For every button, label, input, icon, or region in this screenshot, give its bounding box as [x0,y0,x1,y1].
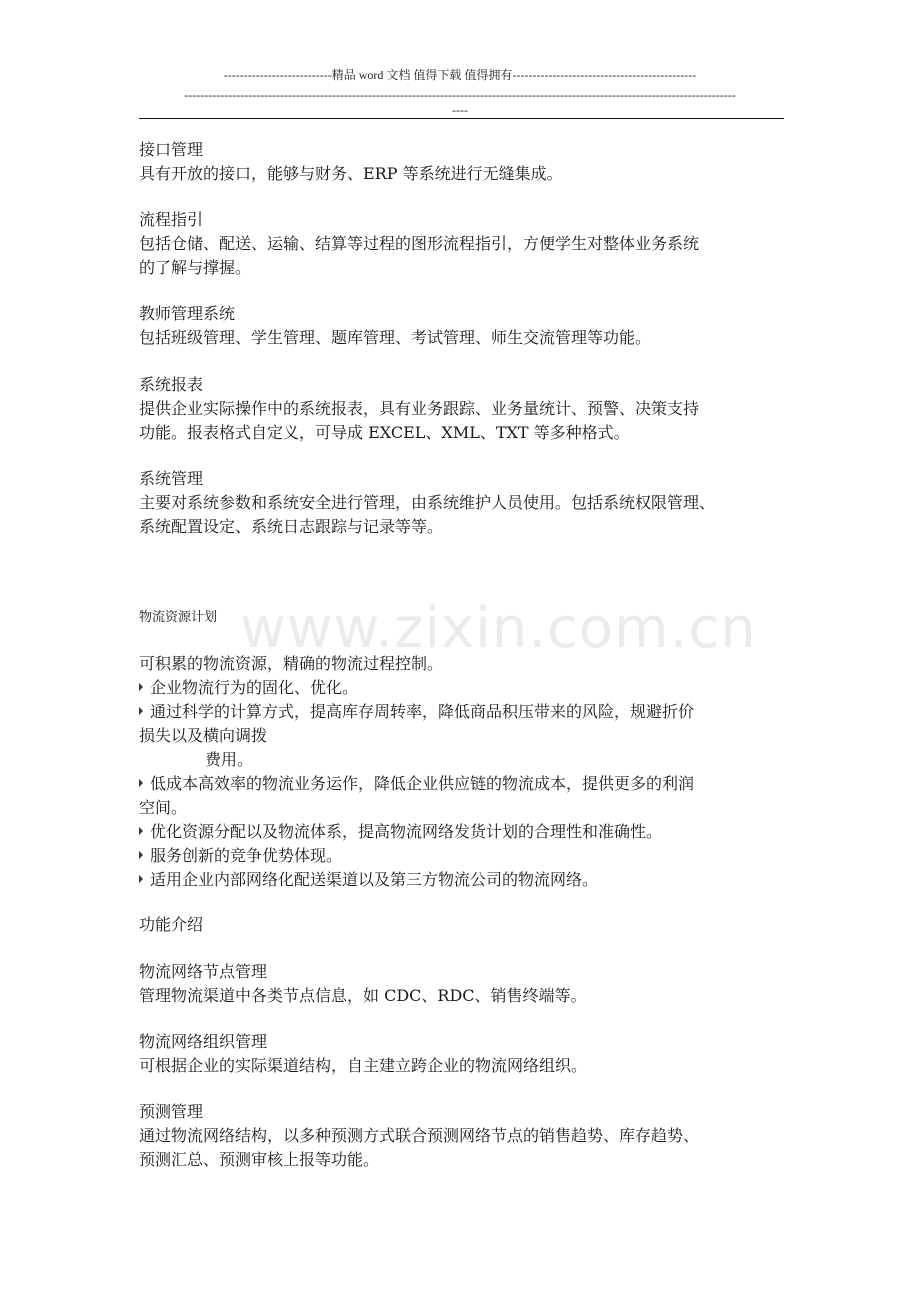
bullet-text: 服务创新的竞争优势体现。 [150,846,343,865]
plan-subtitle: 物流资源计划 [139,610,218,625]
bullet-continuation: 损失以及横向调拨 [139,726,268,745]
bullet-text: 适用企业内部网络化配送渠道以及第三方物流公司的物流网络。 [150,870,599,889]
bullet-item [139,772,789,796]
feature-text: 预测汇总、预测审核上报等功能。 [139,1150,380,1169]
bullet-text: 低成本高效率的物流业务运作，降低企业供应链的物流成本，提供更多的利润 [150,774,695,793]
section-title: 流程指引 [139,210,204,229]
feature-text: 通过物流网络结构，以多种预测方式联合预测网络节点的销售趋势、库存趋势、 [139,1126,700,1145]
section-text: 提供企业实际操作中的系统报表，具有业务跟踪、业务量统计、预警、决策支持 [139,399,700,418]
bullet-item [139,820,789,844]
header-dash-line: ------------------------------------------------------------------------------------------------------------------------------------------ [184,88,736,102]
section-title: 系统报表 [139,375,204,394]
section-text: 系统配置设定、系统日志跟踪与记录等等。 [139,517,444,536]
feature-text: 可根据企业的实际渠道结构，自主建立跨企业的物流网络组织。 [139,1056,588,1075]
bullet-item [139,700,789,724]
bullet-arrow-icon [139,683,143,691]
section-title: 教师管理系统 [139,304,236,323]
bullet-arrow-icon [139,851,143,859]
header-banner: ---------------------------精品 word 文档 值得下载 值得拥有---------------------------------------------- [223,68,697,82]
feature-title: 物流网络节点管理 [139,962,268,981]
bullet-arrow-icon [139,707,143,715]
section-text: 功能。报表格式自定义，可导成 EXCEL、XML、TXT 等多种格式。 [139,423,630,442]
section-text: 主要对系统参数和系统安全进行管理，由系统维护人员使用。包括系统权限管理、 [139,493,716,512]
bullet-text: 通过科学的计算方式，提高库存周转率，降低商品积压带来的风险，规避折价 [150,702,695,721]
section-title: 接口管理 [139,140,204,159]
header-dash-tail: ---- [452,103,468,117]
section-text: 包括班级管理、学生管理、题库管理、考试管理、师生交流管理等功能。 [139,328,652,347]
feature-title: 预测管理 [139,1102,204,1121]
bullet-text: 企业物流行为的固化、优化。 [150,678,359,697]
bullet-continuation: 空间。 [139,798,188,817]
bullet-arrow-icon [139,827,143,835]
section-text: 的了解与撑握。 [139,258,252,277]
section-text: 具有开放的接口，能够与财务、ERP 等系统进行无缝集成。 [139,164,563,183]
bullet-item [139,844,789,868]
bullet-item [139,868,789,892]
plan-intro: 可积累的物流资源，精确的物流过程控制。 [139,654,444,673]
feature-text: 管理物流渠道中各类节点信息，如 CDC、RDC、销售终端等。 [139,986,587,1005]
feature-title: 物流网络组织管理 [139,1032,268,1051]
bullet-continuation: 费用。 [205,750,254,769]
section-text: 包括仓储、配送、运输、结算等过程的图形流程指引，方便学生对整体业务系统 [139,234,700,253]
section-title: 系统管理 [139,469,204,488]
bullet-text: 优化资源分配以及物流体系，提高物流网络发货计划的合理性和准确性。 [150,822,663,841]
bullet-arrow-icon [139,875,143,883]
header-rule [139,118,784,119]
bullet-item [139,676,789,700]
bullet-arrow-icon [139,779,143,787]
watermark-text: www.zixin.com.cn [240,596,757,661]
features-heading: 功能介绍 [139,915,204,934]
